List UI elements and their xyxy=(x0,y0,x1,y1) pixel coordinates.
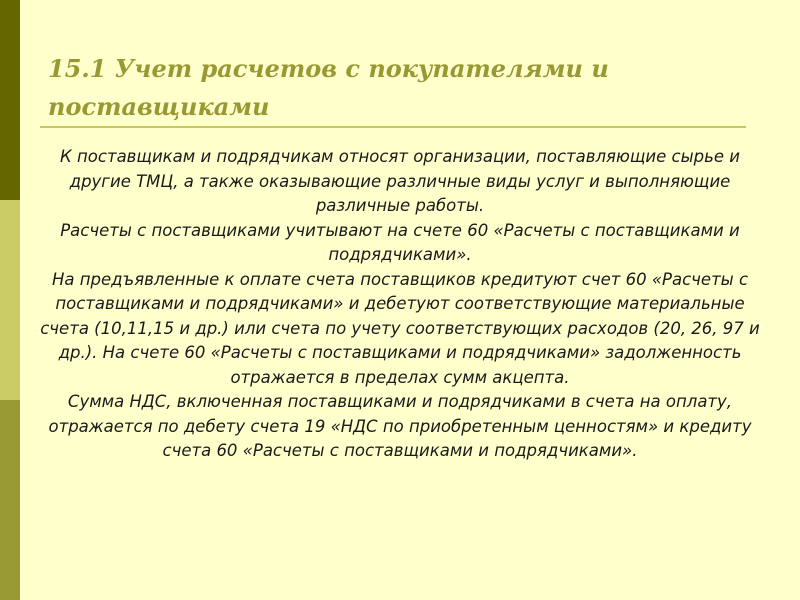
left-bar-bottom-segment xyxy=(0,400,20,600)
paragraph-invoice-posting: На предъявленные к оплате счета поставщиков кредитуют счет 60 «Расчеты с поставщиками и подрядчиками» и дебетуют соответствующие материальные счета (10,11,15 и др.) или счета по учету соответствующих расходов (20, 26, 97 и др.). На счете 60 «Расчеты с поставщиками и подрядчиками» задолженность отражается в пределах сумм акцепта. xyxy=(40,269,760,387)
paragraph-account-60: Расчеты с поставщиками учитывают на счете 60 «Расчеты с поставщиками и подрядчиками». xyxy=(60,220,740,264)
paragraph-vat: Сумма НДС, включенная поставщиками и подрядчиками в счета на оплату, отражается по дебету счета 19 «НДС по приобретенным ценностям» и кредиту счета 60 «Расчеты с поставщиками и подрядчиками». xyxy=(48,392,752,460)
left-decorative-bar xyxy=(0,0,20,600)
title-underline xyxy=(40,126,746,128)
slide-title xyxy=(48,50,688,126)
slide-title-line-1: 15.1 Учет расчетов с покупателями и xyxy=(48,54,609,83)
slide-title-line-2: поставщиками xyxy=(48,92,270,121)
left-bar-middle-segment xyxy=(0,200,20,400)
slide-body xyxy=(40,145,760,464)
paragraph-suppliers-definition: К поставщикам и подрядчикам относят организации, поставляющие сырье и другие ТМЦ, а также оказывающие различные виды услуг и выполняющие различные работы. xyxy=(60,147,740,215)
left-bar-top-segment xyxy=(0,0,20,200)
